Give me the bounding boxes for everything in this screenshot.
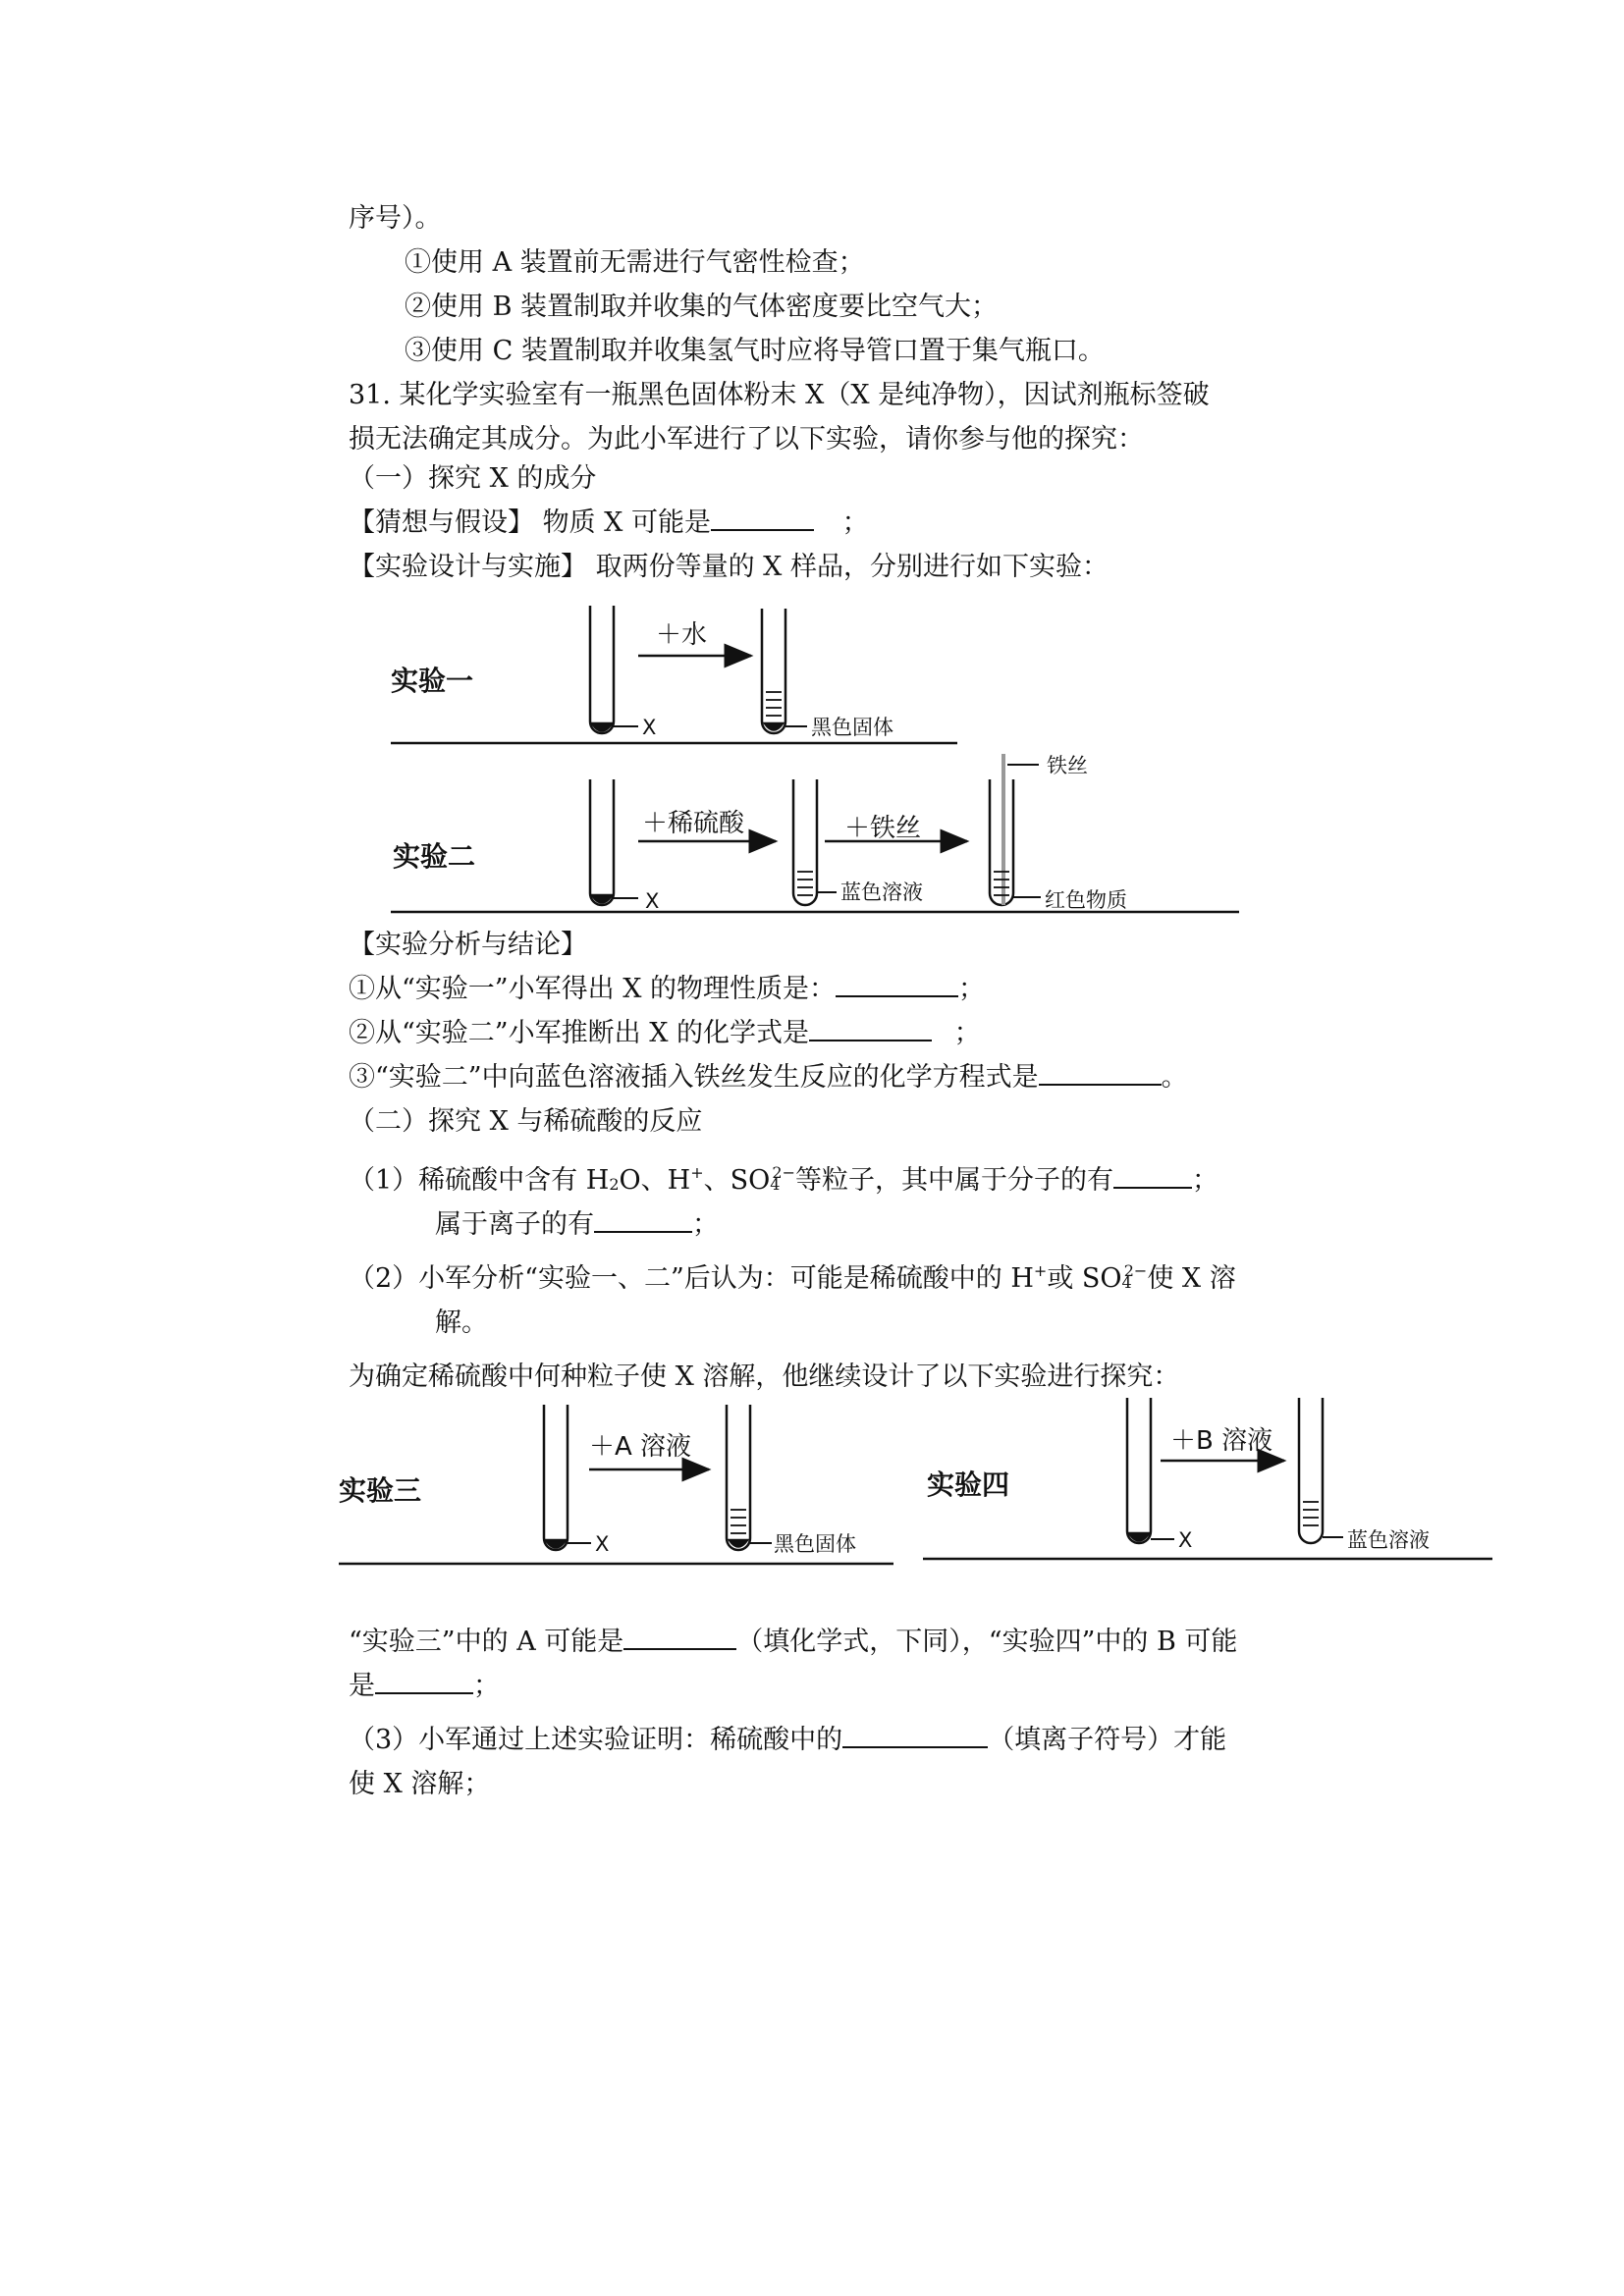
test-tube-1 (590, 779, 614, 905)
label: ③“实验二”中向蓝色溶液插入铁丝发生反应的化学方程式是 (349, 1062, 1039, 1093)
label: 属于离子的有 (435, 1209, 594, 1240)
label: （1）稀硫酸中含有 H (349, 1165, 610, 1196)
superscript: + (1033, 1261, 1048, 1280)
add-acid-label: ＋稀硫酸 (642, 809, 745, 838)
punct: ； (1192, 1165, 1219, 1196)
test-tube-2 (793, 779, 817, 905)
add-a-label: ＋A 溶液 (589, 1432, 692, 1462)
section-heading-2: （二）探究 X 与稀硫酸的反应 (349, 1106, 703, 1137)
x-label: X (642, 716, 657, 739)
subscript: 4 (770, 1175, 781, 1194)
blue-solution-label: 蓝色溶液 (1347, 1528, 1430, 1552)
experiment-4-label: 实验四 (927, 1468, 1010, 1501)
experiment-design-line: 【实验设计与实施】 取两份等量的 X 样品，分别进行如下实验： (349, 552, 1109, 582)
question-2-line-2: 解。 (435, 1308, 488, 1338)
option-2: ②使用 B 装置制取并收集的气体密度要比空气大； (405, 292, 999, 322)
label: （3）小军通过上述实验证明：稀硫酸中的 (349, 1725, 843, 1755)
x-label: X (645, 889, 660, 913)
label: 等粒子，其中属于分子的有 (795, 1165, 1114, 1196)
punct: ； (473, 1671, 500, 1701)
superscript: 2− (772, 1163, 796, 1182)
label: ①从“实验一”小军得出 X 的物理性质是： (349, 974, 836, 1004)
add-water-label: ＋水 (656, 620, 708, 650)
superscript: + (690, 1163, 704, 1182)
text-line: 序号）。 (349, 203, 442, 234)
experiment-2-label: 实验二 (393, 840, 476, 873)
option-1: ①使用 A 装置前无需进行气密性检查； (405, 247, 865, 278)
black-solid-label: 黑色固体 (774, 1532, 856, 1556)
test-tube-1 (590, 606, 614, 733)
subscript: 4 (1121, 1273, 1132, 1292)
label: （填离子符号）才能 (988, 1725, 1227, 1755)
label: 或 SO (1047, 1263, 1122, 1294)
x-label: X (595, 1532, 610, 1556)
label: 、SO (703, 1165, 771, 1196)
test-tube-2 (762, 609, 785, 733)
black-solid (765, 723, 783, 730)
label: 是 (349, 1671, 375, 1701)
add-wire-label: ＋铁丝 (844, 814, 922, 843)
liquid-lines (1303, 1502, 1319, 1525)
punct: ； (953, 1018, 981, 1048)
test-tube-1 (1127, 1398, 1151, 1543)
label: 使 X 溶 (1147, 1263, 1236, 1294)
blue-solution-label: 蓝色溶液 (840, 881, 923, 904)
label: ②从“实验二”小军推断出 X 的化学式是 (349, 1018, 809, 1048)
punct: ； (692, 1209, 719, 1240)
add-b-label: ＋B 溶液 (1170, 1426, 1273, 1456)
punct: 。 (1161, 1062, 1188, 1093)
liquid-lines (797, 872, 813, 895)
label: “实验三”中的 A 可能是 (349, 1627, 624, 1657)
liquid-lines (766, 692, 782, 716)
text-line: 损无法确定其成分。为此小军进行了以下实验，请你参与他的探究： (349, 424, 1144, 454)
iron-wire-label: 铁丝 (1047, 754, 1088, 777)
question-3-line-2: 使 X 溶解； (349, 1769, 491, 1799)
label: O、H (619, 1165, 691, 1196)
black-solid (730, 1540, 747, 1547)
test-tube-2 (727, 1405, 750, 1550)
punct: ； (958, 974, 985, 1004)
red-substance-label: 红色物质 (1045, 888, 1127, 912)
experiment-1-label: 实验一 (391, 665, 474, 697)
test-tube-2 (1299, 1398, 1323, 1543)
text-line: 为确定稀硫酸中何种粒子使 X 溶解，他继续设计了以下实验进行探究： (349, 1362, 1180, 1392)
option-3: ③使用 C 装置制取并收集氢气时应将导管口置于集气瓶口。 (405, 336, 1105, 366)
test-tube-1 (544, 1405, 568, 1550)
subscript: 2 (609, 1175, 620, 1194)
superscript: 2− (1123, 1261, 1148, 1280)
x-label: X (1178, 1528, 1193, 1552)
label: （2）小军分析“实验一、二”后认为：可能是稀硫酸中的 H (349, 1263, 1034, 1294)
black-solid-label: 黑色固体 (811, 716, 893, 739)
punct: ； (841, 507, 869, 538)
question-31: 31. 某化学实验室有一瓶黑色固体粉末 X（X 是纯净物），因试剂瓶标签破 (349, 380, 1210, 410)
section-heading-1: （一）探究 X 的成分 (349, 463, 597, 494)
experiment-3-label: 实验三 (339, 1474, 422, 1507)
analysis-heading: 【实验分析与结论】 (349, 930, 587, 960)
liquid-lines (731, 1510, 746, 1533)
label: （填化学式，下同），“实验四”中的 B 可能 (736, 1627, 1238, 1657)
label: 【猜想与假设】 物质 X 可能是 (349, 507, 711, 538)
